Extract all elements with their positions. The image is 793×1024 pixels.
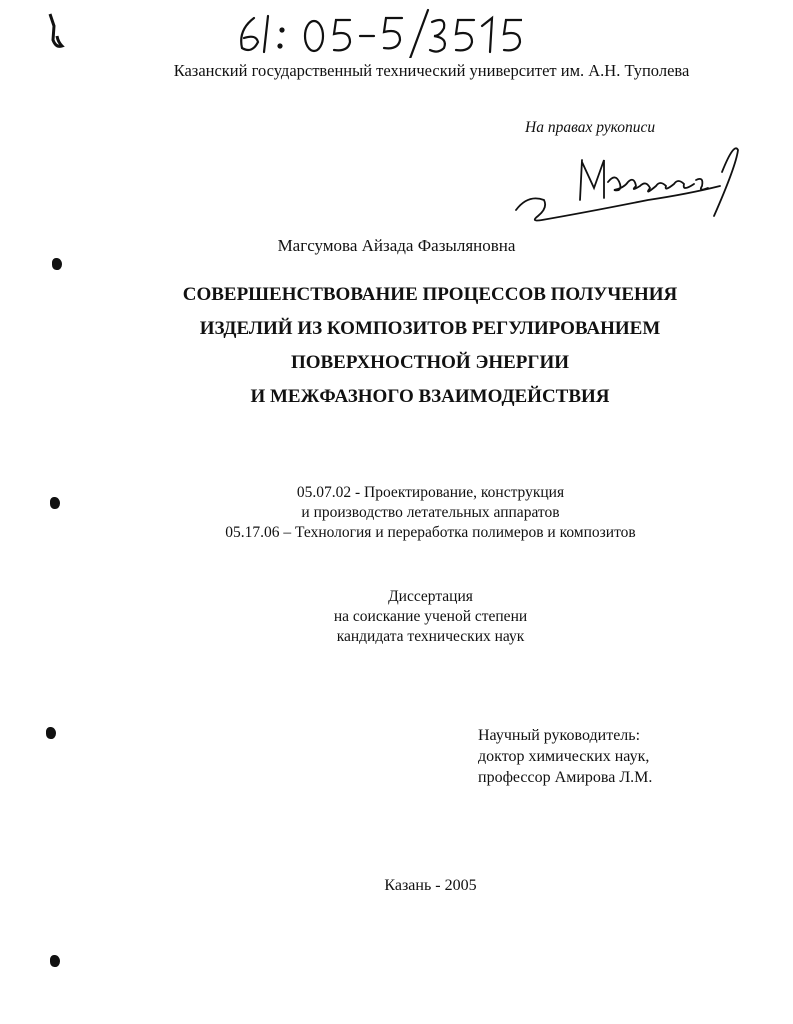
degree-line: на соискание ученой степени <box>333 608 528 625</box>
title-line: И МЕЖФАЗНОГО ВЗАИМОДЕЙСТВИЯ <box>250 386 610 407</box>
handwritten-code <box>232 8 522 58</box>
specialty-line: 05.07.02 - Проектирование, конструкция <box>296 484 565 501</box>
punch-hole-icon <box>50 955 60 967</box>
university-name: Казанский государственный технический университет им. А.Н. Туполева <box>173 61 690 80</box>
title-line: ИЗДЕЛИЙ ИЗ КОМПОЗИТОВ РЕГУЛИРОВАНИЕМ <box>199 318 661 339</box>
degree-line: кандидата технических наук <box>336 628 525 645</box>
author-name: Магсумова Айзада Фазыляновна <box>277 236 516 255</box>
degree-line: Диссертация <box>388 588 473 605</box>
punch-hole-icon <box>46 727 56 739</box>
manuscript-rights-note: На правах рукописи <box>525 119 656 136</box>
city-year: Казань - 2005 <box>384 877 477 894</box>
supervisor-line: доктор химических наук, <box>478 748 650 765</box>
supervisor-line: Научный руководитель: <box>478 727 641 744</box>
specialty-line: 05.17.06 – Технология и переработка полимеров и композитов <box>225 524 636 541</box>
binding-mark-icon <box>44 12 66 52</box>
scientific-supervisor <box>478 725 652 788</box>
specialty-codes <box>0 483 793 543</box>
title-line: ПОВЕРХНОСТНОЙ ЭНЕРГИИ <box>290 352 570 373</box>
signature-icon <box>508 136 743 236</box>
dissertation-title <box>130 278 730 414</box>
title-line: СОВЕРШЕНСТВОВАНИЕ ПРОЦЕССОВ ПОЛУЧЕНИЯ <box>182 284 678 305</box>
dissertation-degree <box>0 587 793 647</box>
punch-hole-icon <box>52 258 62 270</box>
supervisor-line: профессор Амирова Л.М. <box>478 769 653 786</box>
specialty-line: и производство летательных аппаратов <box>301 504 560 521</box>
